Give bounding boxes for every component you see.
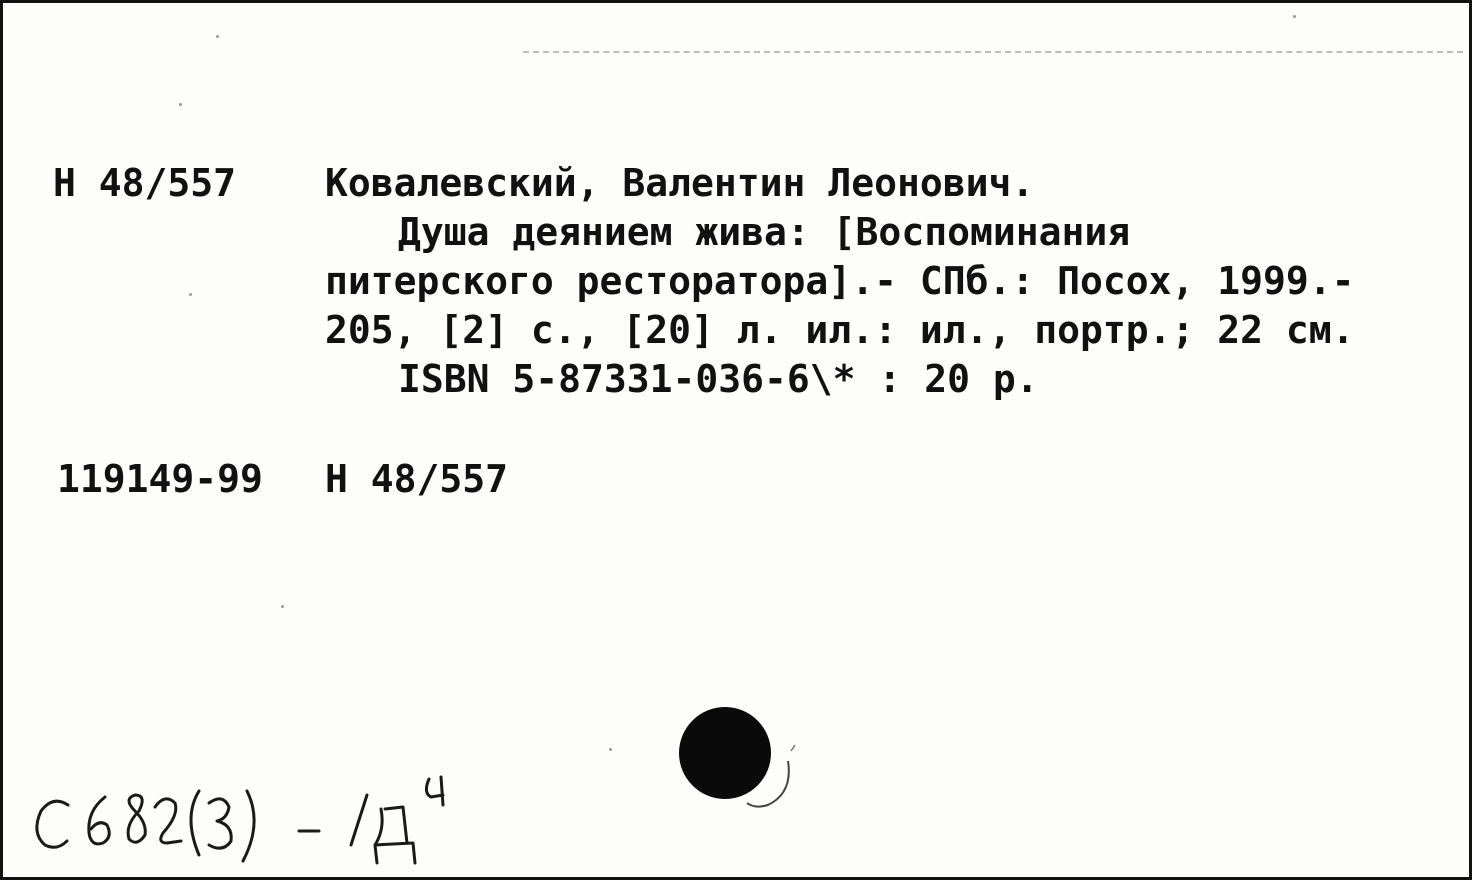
title-line-1: Душа деянием жива: [Воспоминания <box>398 210 1131 254</box>
title-line-3: 205, [2] с., [20] л. ил.: ил., портр.; 22 см. <box>325 308 1355 352</box>
speck <box>189 293 192 296</box>
isbn-line: ISBN 5-87331-036-6\* : 20 р. <box>398 357 1039 401</box>
speck <box>216 35 219 38</box>
speck <box>609 748 612 751</box>
call-number: Н 48/557 <box>53 161 237 205</box>
top-dashed-line <box>523 51 1463 53</box>
handwritten-classification-note <box>23 773 503 880</box>
hole-tear-mark <box>733 743 803 823</box>
speck <box>1293 15 1296 18</box>
inventory-call-number: Н 48/557 <box>325 457 509 501</box>
speck <box>281 605 284 608</box>
author-heading: Ковалевский, Валентин Леонович. <box>325 161 1035 205</box>
inventory-number: 119149-99 <box>57 457 263 501</box>
speck <box>179 103 182 106</box>
title-line-2: питерского ресторатора].- СПб.: Посох, 1999.- <box>325 259 1355 303</box>
